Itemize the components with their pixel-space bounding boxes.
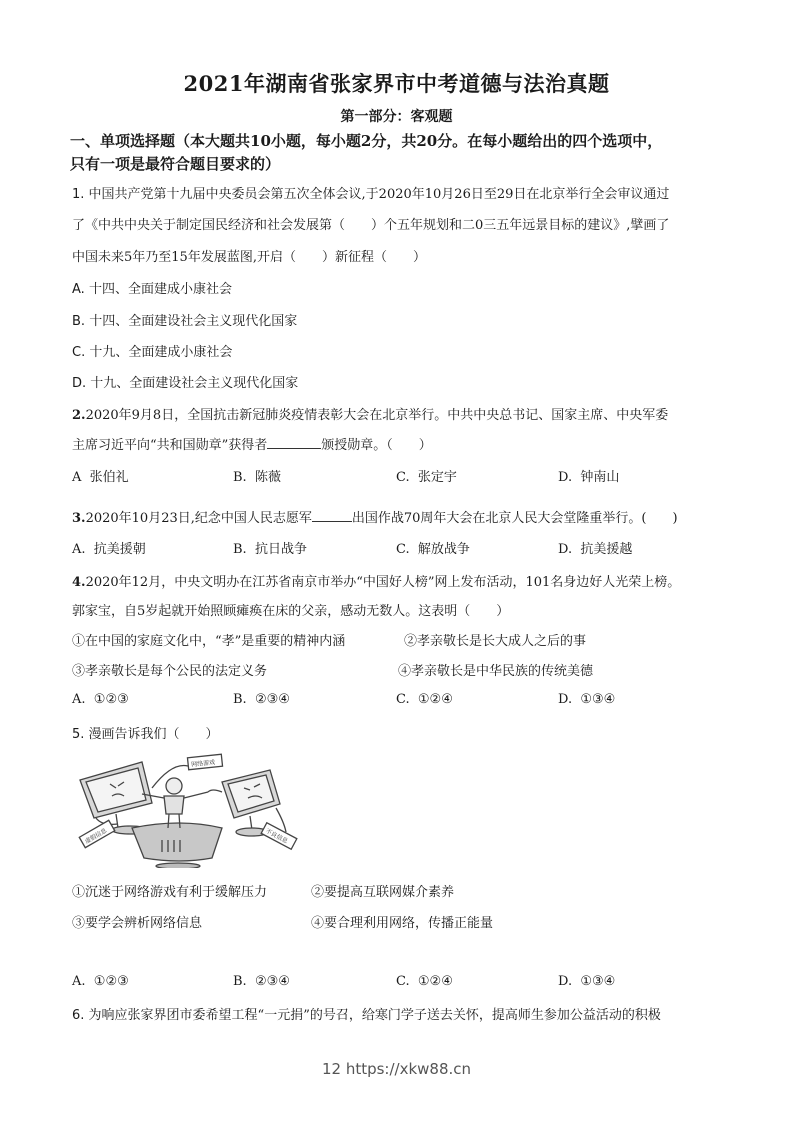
question-3-option-a[interactable]: [72, 538, 146, 557]
option-text: 十四、全面建成小康社会: [88, 282, 232, 297]
option-text: ②③④: [254, 692, 290, 707]
question-5-statement-1: ①沉迷于网络游戏有利于缓解压力: [72, 885, 268, 900]
question-number: 3.: [72, 511, 86, 526]
option-label: B.: [233, 692, 247, 707]
option-label: A.: [72, 282, 85, 297]
option-label: C.: [396, 470, 410, 485]
question-text: 2020年9月8日，全国抗击新冠肺炎疫情表彰大会在北京举行。中共中央总书记、国家主席、中央军委: [85, 408, 669, 423]
option-label: D.: [558, 974, 573, 989]
comic-label-game: 网络游戏: [190, 758, 216, 769]
question-2-option-d[interactable]: [558, 466, 619, 485]
option-text: ①③④: [580, 692, 616, 707]
question-1-option-a[interactable]: [72, 278, 232, 297]
question-1-option-d[interactable]: [72, 372, 298, 391]
question-2-option-a[interactable]: [72, 466, 129, 485]
option-text: 陈薇: [254, 470, 281, 485]
question-6-line-1: [72, 1004, 661, 1023]
question-1-line-1: [72, 183, 669, 202]
option-label: B.: [72, 314, 86, 329]
option-label: A.: [72, 542, 86, 557]
question-1-option-c[interactable]: [72, 341, 232, 360]
question-5-option-b[interactable]: [233, 974, 290, 989]
question-text: 2020年12月，中央文明办在江苏省南京市举办“中国好人榜”网上发布活动，101名身边好人光荣上榜。: [85, 575, 681, 590]
question-text: 为响应张家界团市委希望工程“一元捐”的号召，给寒门学子送去关怀，提高师生参加公益活动的积极: [88, 1008, 661, 1023]
question-5-option-d[interactable]: [558, 974, 615, 989]
question-number: 4.: [72, 575, 86, 590]
option-text: 解放战争: [417, 542, 470, 557]
option-label: A: [72, 470, 82, 485]
question-1-line-2: 了《中共中央关于制定国民经济和社会发展第（ ）个五年规划和二0三五年远景目标的建议》,擘画了: [72, 218, 670, 233]
option-text: 十四、全面建设社会主义现代化国家: [89, 314, 298, 329]
comic-illustration: [72, 748, 308, 868]
option-text: 张定宇: [417, 470, 457, 485]
option-text: 抗美援越: [580, 542, 633, 557]
option-text: 抗日战争: [254, 542, 307, 557]
question-number: 2.: [72, 408, 86, 423]
question-4-option-a[interactable]: [72, 692, 129, 707]
question-3-option-b[interactable]: [233, 538, 307, 557]
question-2-option-b[interactable]: [233, 466, 281, 485]
question-4-line-1: [72, 571, 680, 590]
section-heading-line-2: 只有一项是最符合题目要求的）: [70, 155, 281, 173]
question-text: 中国共产党第十九届中央委员会第五次全体会议,于2020年10月26日至29日在北京举行全会审议通过: [88, 187, 670, 202]
option-text: ②③④: [254, 974, 290, 989]
option-label: C.: [396, 542, 410, 557]
answer-blank: [267, 436, 321, 449]
question-4-statement-2: ②孝亲敬长是长大成人之后的事: [404, 634, 587, 649]
comic-label-false-info: 虚假信息: [83, 827, 109, 846]
option-text: ①②④: [417, 692, 453, 707]
question-5-statement-4: ④要合理利用网络，传播正能量: [311, 916, 494, 931]
option-text: 十九、全面建成小康社会: [89, 345, 233, 360]
comic-drawing-icon: [72, 748, 308, 868]
option-text: 十九、全面建设社会主义现代化国家: [90, 376, 299, 391]
option-label: B.: [233, 470, 247, 485]
page-footer: 12 https://xkw88.cn: [321, 1060, 472, 1078]
option-label: D.: [558, 692, 573, 707]
option-label: A.: [72, 692, 86, 707]
question-4-option-b[interactable]: [233, 692, 290, 707]
question-2-line-1: [72, 404, 668, 423]
option-label: C.: [72, 345, 86, 360]
option-label: D.: [558, 542, 573, 557]
question-number: 5.: [72, 727, 85, 742]
question-5-option-a[interactable]: [72, 974, 129, 989]
question-2-line-2: [72, 434, 432, 453]
question-2-option-c[interactable]: [396, 466, 457, 485]
section-heading: [70, 130, 730, 176]
question-number: 1.: [72, 187, 85, 202]
option-label: C.: [396, 692, 410, 707]
comic-label-bad-info: 不良信息: [264, 827, 289, 846]
question-number: 6.: [72, 1008, 85, 1023]
question-text: 出国作战70周年大会在北京人民大会堂隆重举行。( ): [351, 511, 678, 526]
question-3-line-1: [72, 507, 678, 526]
option-text: 钟南山: [580, 470, 620, 485]
question-5-statement-3: ③要学会辨析网络信息: [72, 916, 203, 931]
question-5-line-1: [72, 723, 219, 742]
option-label: B.: [233, 974, 247, 989]
option-text: 抗美援朝: [93, 542, 146, 557]
option-text: ①②③: [93, 692, 129, 707]
option-label: D.: [72, 376, 87, 391]
answer-blank: [312, 509, 352, 522]
question-4-statement-3: ③孝亲敬长是每个公民的法定义务: [72, 664, 268, 679]
option-text: ①③④: [580, 974, 616, 989]
question-1-option-b[interactable]: [72, 310, 297, 329]
option-label: C.: [396, 974, 410, 989]
part-heading: 第一部分：客观题: [340, 109, 453, 125]
option-label: A.: [72, 974, 86, 989]
question-4-statement-1: ①在中国的家庭文化中，“孝”是重要的精神内涵: [72, 634, 346, 649]
question-1-line-3: 中国未来5年乃至15年发展蓝图,开启（ ）新征程（ ）: [72, 250, 426, 265]
section-heading-line-1: 一、单项选择题（本大题共10小题，每小题2分，共20分。在每小题给出的四个选项中，: [70, 132, 663, 150]
question-4-line-2: 郭家宝，自5岁起就开始照顾瘫痪在床的父亲，感动无数人。这表明（ ）: [72, 604, 510, 619]
question-text: 漫画告诉我们（ ）: [88, 727, 219, 742]
question-3-option-d[interactable]: [558, 538, 632, 557]
option-text: ①②④: [417, 974, 453, 989]
question-4-option-c[interactable]: [396, 692, 453, 707]
option-label: D.: [558, 470, 573, 485]
question-4-option-d[interactable]: [558, 692, 615, 707]
question-text: 主席习近平向“共和国勋章”获得者: [72, 438, 268, 453]
option-text: 张伯礼: [89, 470, 129, 485]
question-4-statement-4: ④孝亲敬长是中华民族的传统美德: [398, 664, 594, 679]
question-3-option-c[interactable]: [396, 538, 470, 557]
question-5-statement-2: ②要提高互联网媒介素养: [311, 885, 455, 900]
page-title: 2021年湖南省张家界市中考道德与法治真题: [183, 71, 610, 96]
question-text: 2020年10月23日,纪念中国人民志愿军: [85, 511, 312, 526]
question-text: 颁授勋章。（ ）: [321, 438, 432, 453]
option-label: B.: [233, 542, 247, 557]
question-5-option-c[interactable]: [396, 974, 453, 989]
option-text: ①②③: [93, 974, 129, 989]
